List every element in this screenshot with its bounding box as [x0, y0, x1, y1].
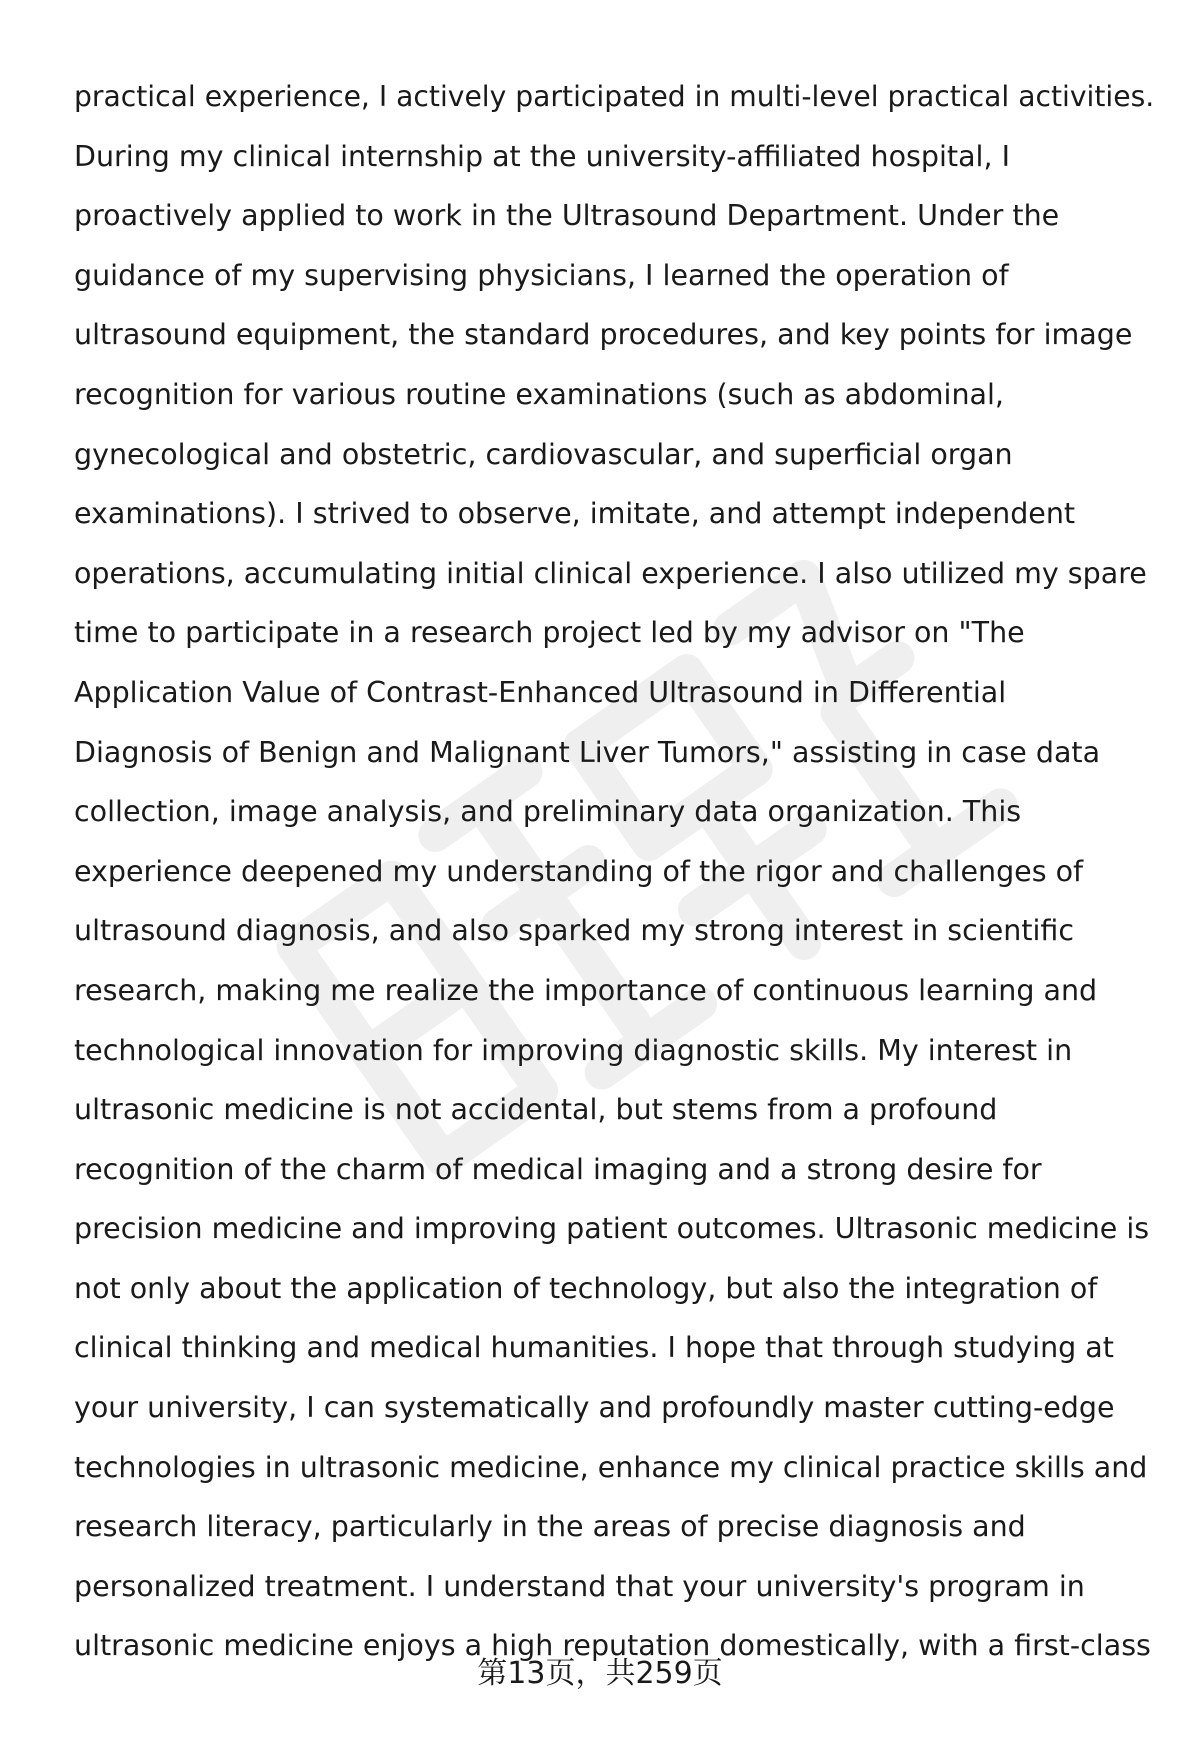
- text-line: personalized treatment. I understand that your university's program in: [74, 1569, 1085, 1603]
- text-line: recognition of the charm of medical imaging and a strong desire for: [74, 1152, 1042, 1186]
- text-line: proactively applied to work in the Ultrasound Department. Under the: [74, 199, 1060, 233]
- text-line: technologies in ultrasonic medicine, enhance my clinical practice skills and: [74, 1450, 1148, 1484]
- text-line: ultrasound equipment, the standard procedures, and key points for image: [74, 318, 1133, 352]
- text-line: your university, I can systematically and profoundly master cutting-edge: [74, 1391, 1115, 1425]
- text-line: recognition for various routine examinations (such as abdominal,: [74, 377, 1004, 411]
- text-line: During my clinical internship at the university-affiliated hospital, I: [74, 139, 1010, 173]
- text-line: research literacy, particularly in the areas of precise diagnosis and: [74, 1510, 1026, 1544]
- text-line: gynecological and obstetric, cardiovascular, and superficial organ: [74, 437, 1013, 471]
- text-line: not only about the application of technology, but also the integration of: [74, 1271, 1098, 1305]
- text-line: examinations). I strived to observe, imitate, and attempt independent: [74, 497, 1076, 531]
- text-line: operations, accumulating initial clinical experience. I also utilized my spare: [74, 556, 1147, 590]
- text-line: guidance of my supervising physicians, I learned the operation of: [74, 258, 1009, 292]
- text-line: clinical thinking and medical humanities. I hope that through studying at: [74, 1331, 1114, 1365]
- text-line: ultrasound diagnosis, and also sparked my strong interest in scientific: [74, 914, 1075, 948]
- text-line: collection, image analysis, and preliminary data organization. This: [74, 795, 1022, 829]
- text-line: ultrasonic medicine is not accidental, but stems from a profound: [74, 1093, 998, 1127]
- page-number-footer: 第13页，共259页: [477, 1656, 723, 1691]
- essay-body: [74, 67, 1154, 1676]
- text-line: ultrasonic medicine enjoys a high reputation domestically, with a first-class: [74, 1629, 1151, 1663]
- text-line: research, making me realize the importance of continuous learning and: [74, 973, 1098, 1007]
- text-line: experience deepened my understanding of the rigor and challenges of: [74, 854, 1084, 888]
- text-line: practical experience, I actively participated in multi-level practical activities.: [74, 80, 1155, 113]
- text-line: technological innovation for improving diagnostic skills. My interest in: [74, 1033, 1073, 1067]
- text-line: Application Value of Contrast-Enhanced Ultrasound in Differential: [74, 675, 1007, 709]
- text-line: Diagnosis of Benign and Malignant Liver Tumors," assisting in case data: [74, 735, 1101, 769]
- text-line: time to participate in a research project led by my advisor on "The: [74, 616, 1025, 650]
- text-line: precision medicine and improving patient outcomes. Ultrasonic medicine is: [74, 1212, 1150, 1246]
